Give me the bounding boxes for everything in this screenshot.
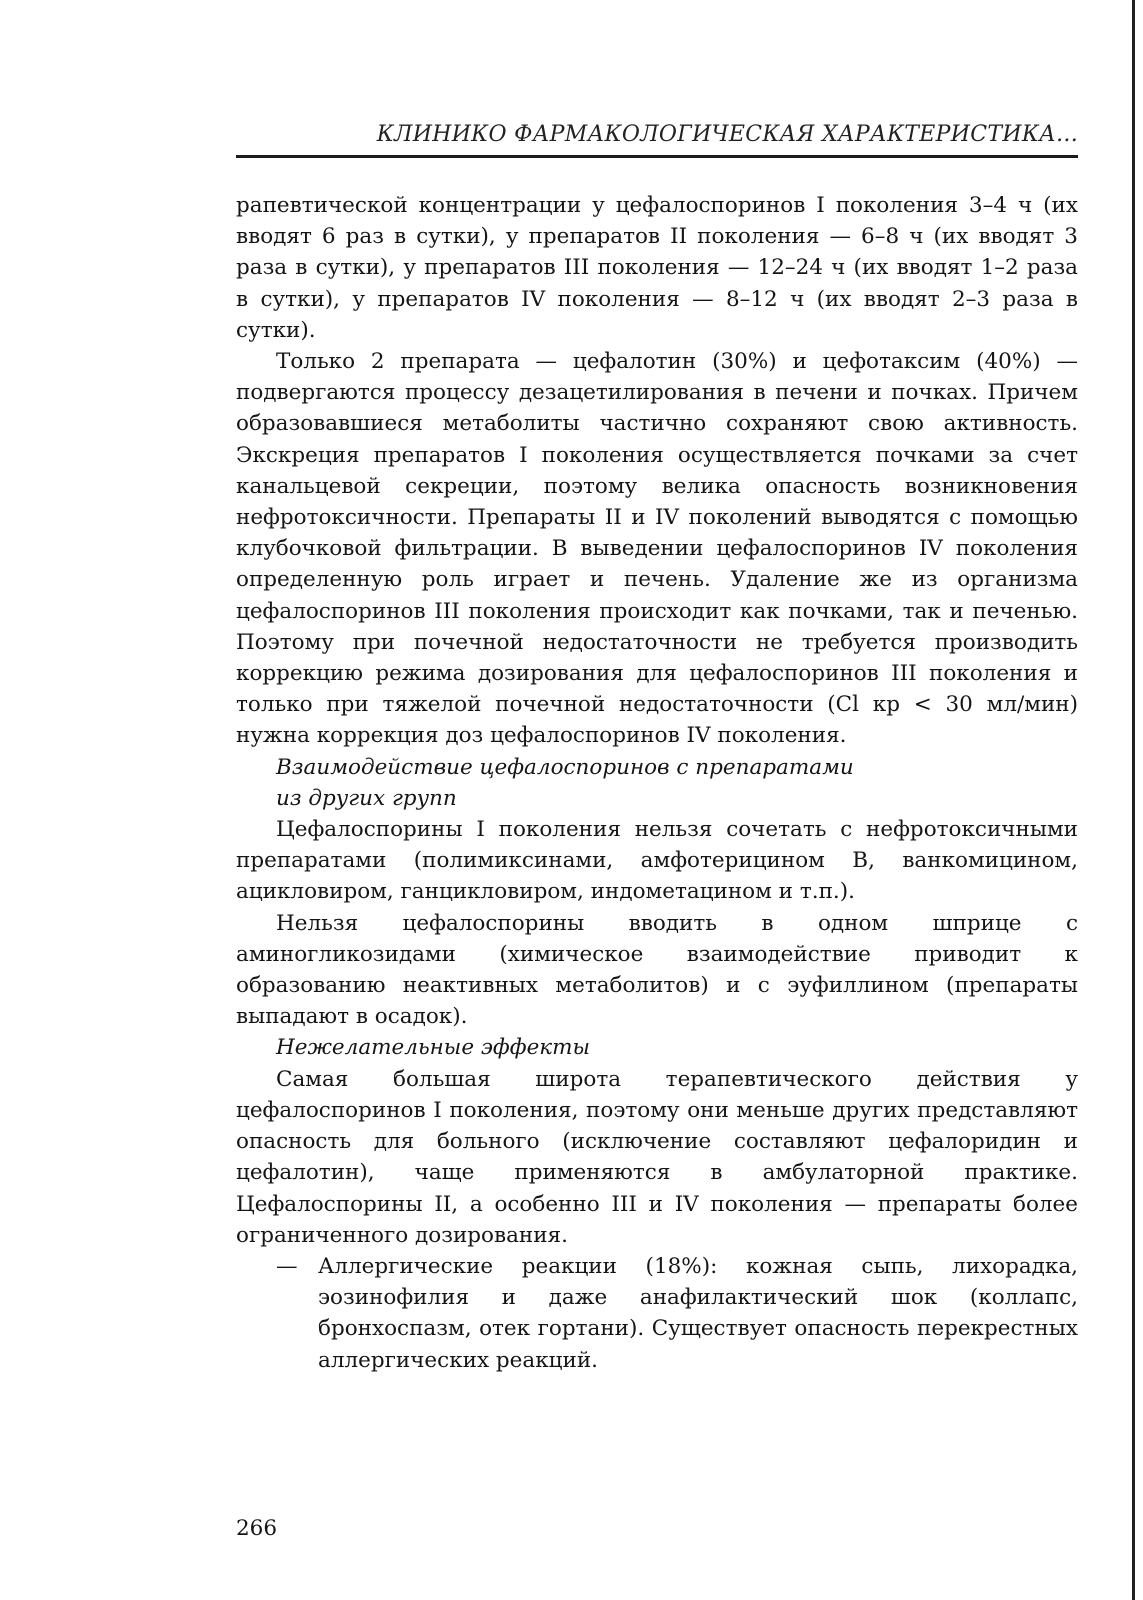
paragraph-nephrotoxic: Цефалоспорины I поколения нельзя сочетать с нефротоксичными препаратами (полимиксинами, амфотерицином В, ванкомицином, ацикловиром, ганцикловиром, индометацином и т.п.). xyxy=(236,817,1078,905)
paragraph-syringe: Нельзя цефалоспорины вводить в одном шприце с аминогликозидами (химическое взаимодействие приводит к образованию неактивных метаболитов) и с эуфиллином (препараты выпадают в осадок). xyxy=(236,910,1078,1030)
subheading-interactions-line2: из других групп xyxy=(276,785,457,811)
paragraph-metabolism: Только 2 препарата — цефалотин (30%) и цефотаксим (40%) — подвергаются процессу дезацетилирования в печени и почках. Причем образовавшиеся метаболиты частично сохраняют свою активность. Экскреция препаратов I поколения осуществляется почками за счет канальцевой секреции, поэтому велика опасность возникновения нефротоксичности. Препараты II и IV поколений выводятся с помощью клубочковой фильтрации. В выведении цефалоспоринов IV поколения определенную роль играет и печень. Удаление же из организма цефалоспоринов III поколения происходит как почками, так и печенью. Поэтому при почечной недостаточности не требуется производить коррекцию режима дозирования для цефалоспоринов III поколения и только при тяжелой почечной недостаточности (Cl кр < 30 мл/мин) нужна коррекция доз цефалоспоринов IV поколения. xyxy=(236,349,1078,749)
list-item-text: Аллергические реакции (18%): кожная сыпь, лихорадка, эозинофилия и даже анафилактический шок (коллапс, бронхоспазм, отек гортани). Существует опасность перекрестных аллергических реакций. xyxy=(318,1253,1078,1373)
subheading-interactions-line1: Взаимодействие цефалоспоринов с препаратами xyxy=(276,754,854,780)
list-item-allergic xyxy=(236,1251,1078,1376)
page-edge-shadow xyxy=(1132,0,1135,1600)
running-head: КЛИНИКО ФАРМАКОЛОГИЧЕСКАЯ ХАРАКТЕРИСТИКА... xyxy=(376,122,1078,147)
paragraph-continuation: рапевтической концентрации у цефалоспоринов I поколения 3–4 ч (их вводят 6 раз в сутки), у препаратов II поколения — 6–8 ч (их вводят 3 раза в сутки), у препаратов III поколения — 12–24 ч (их вводят 1–2 раза в сутки), у препаратов IV поколения — 8–12 ч (их вводят 2–3 раза в сутки). xyxy=(236,193,1078,343)
paragraph-therapeutic-range: Самая большая широта терапевтического действия у цефалоспоринов I поколения, поэтому они меньше других представляют опасность для больного (исключение составляют цефалоридин и цефалотин), чаще применяются в амбулаторной практике. Цефалоспорины II, а особенно III и IV поколения — препараты более ограниченного дозирования. xyxy=(236,1066,1078,1248)
list-dash: — xyxy=(276,1253,298,1279)
page-number: 266 xyxy=(236,1516,278,1541)
subheading-adverse-effects: Нежелательные эффекты xyxy=(276,1035,591,1061)
running-head-rule xyxy=(236,155,1078,158)
body-text xyxy=(236,190,1078,1376)
